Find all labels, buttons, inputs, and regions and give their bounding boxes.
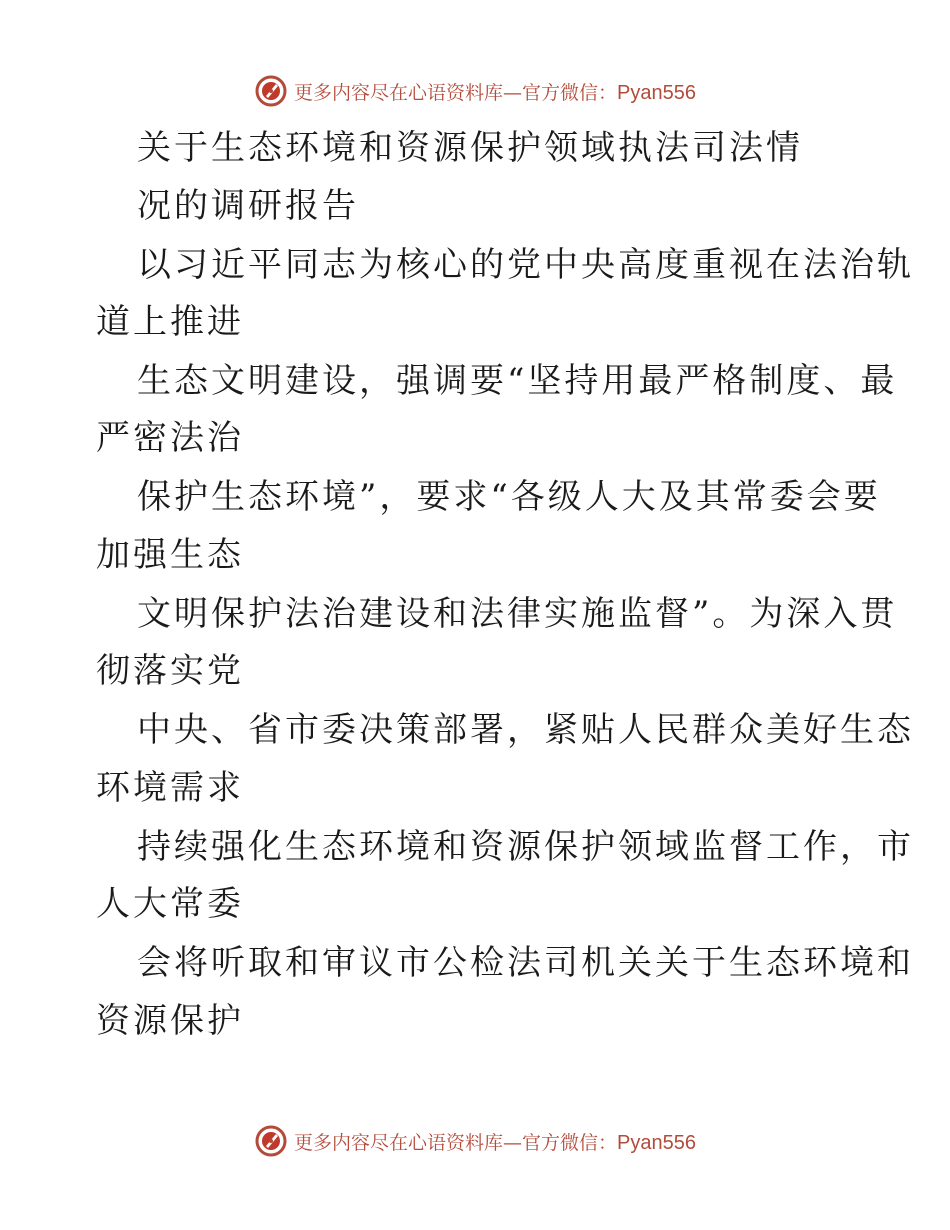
paragraph-line: 生态文明建设，强调要“坚持用最严格制度、最 — [137, 361, 898, 401]
pen-nib-logo-icon — [254, 1124, 288, 1158]
watermark-text — [294, 1128, 696, 1155]
watermark-text-cn: 更多内容尽在心语资料库—官方微信： — [294, 81, 618, 104]
paragraph-line: 加强生态 — [96, 535, 244, 575]
paragraph-line: 保护生态环境”，要求“各级人大及其常委会要 — [137, 477, 881, 517]
paragraph-line: 道上推进 — [96, 302, 244, 342]
paragraph-line: 中央、省市委决策部署，紧贴人民群众美好生态 — [137, 710, 914, 750]
paragraph-line: 资源保护 — [96, 1001, 244, 1041]
watermark-wechat-id: Pyan556 — [617, 81, 696, 104]
title-line-1: 关于生态环境和资源保护领域执法司法情 — [137, 128, 803, 168]
header-watermark — [0, 71, 950, 111]
watermark-wechat-id: Pyan556 — [617, 1131, 696, 1154]
paragraph-line: 以习近平同志为核心的党中央高度重视在法治轨 — [137, 245, 914, 285]
paragraph-line: 文明保护法治建设和法律实施监督”。为深入贯 — [137, 594, 898, 634]
footer-watermark — [0, 1121, 950, 1161]
paragraph-line: 持续强化生态环境和资源保护领域监督工作，市 — [137, 827, 914, 867]
paragraph-line: 严密法治 — [96, 418, 244, 458]
title-line-2: 况的调研报告 — [137, 186, 359, 226]
watermark-text — [294, 78, 696, 105]
paragraph-line: 人大常委 — [96, 884, 244, 924]
paragraph-line: 彻落实党 — [96, 651, 244, 691]
paragraph-line: 会将听取和审议市公检法司机关关于生态环境和 — [137, 943, 914, 983]
watermark-text-cn: 更多内容尽在心语资料库—官方微信： — [294, 1131, 618, 1154]
pen-nib-logo-icon — [254, 74, 288, 108]
paragraph-line: 环境需求 — [96, 768, 244, 808]
